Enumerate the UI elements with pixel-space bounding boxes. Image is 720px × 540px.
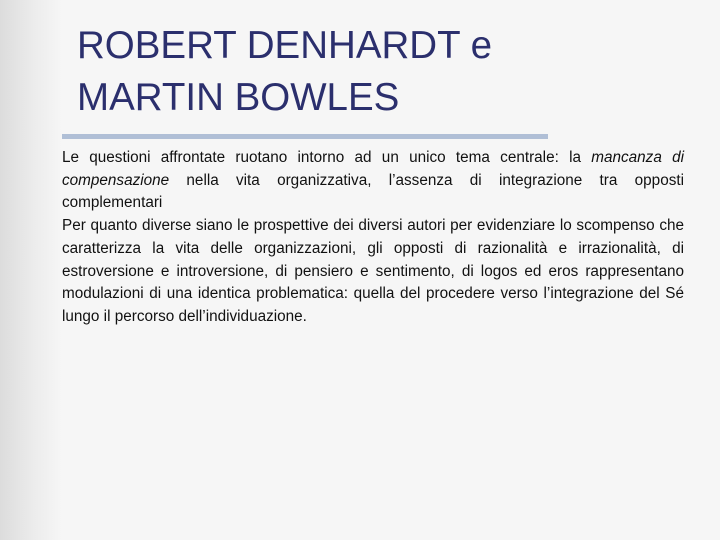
slide-title-line-2: MARTIN BOWLES xyxy=(77,76,400,119)
paragraph-1-text-a: Le questioni affrontate ruotano intorno ad un unico tema centrale: la xyxy=(62,149,592,166)
slide-title-line-1: ROBERT DENHARDT e xyxy=(77,24,493,67)
paragraph-1 xyxy=(62,147,684,215)
paragraph-1-italic-phrase: mancanza di compensazione xyxy=(62,149,685,189)
title-underline-rule xyxy=(62,134,548,139)
slide-title xyxy=(77,20,637,124)
left-decorative-strip xyxy=(0,0,62,540)
paragraph-2: Per quanto diverse siano le prospettive dei diversi autori per evidenziare lo scompenso che caratterizza la vita delle organizzazioni, gli opposti di razionalità e irrazionalità, di estroversione e introversione, di pensiero e sentimento, di logos ed eros rappresentano modulazioni di una identica problematica: quella del procedere verso l’integrazione del Sé lungo il percorso dell’individuazione. xyxy=(62,217,684,325)
slide-body xyxy=(62,147,684,329)
paragraph-1-text-b: nella vita organizzativa, l’assenza di integrazione tra opposti complementari xyxy=(62,171,684,212)
